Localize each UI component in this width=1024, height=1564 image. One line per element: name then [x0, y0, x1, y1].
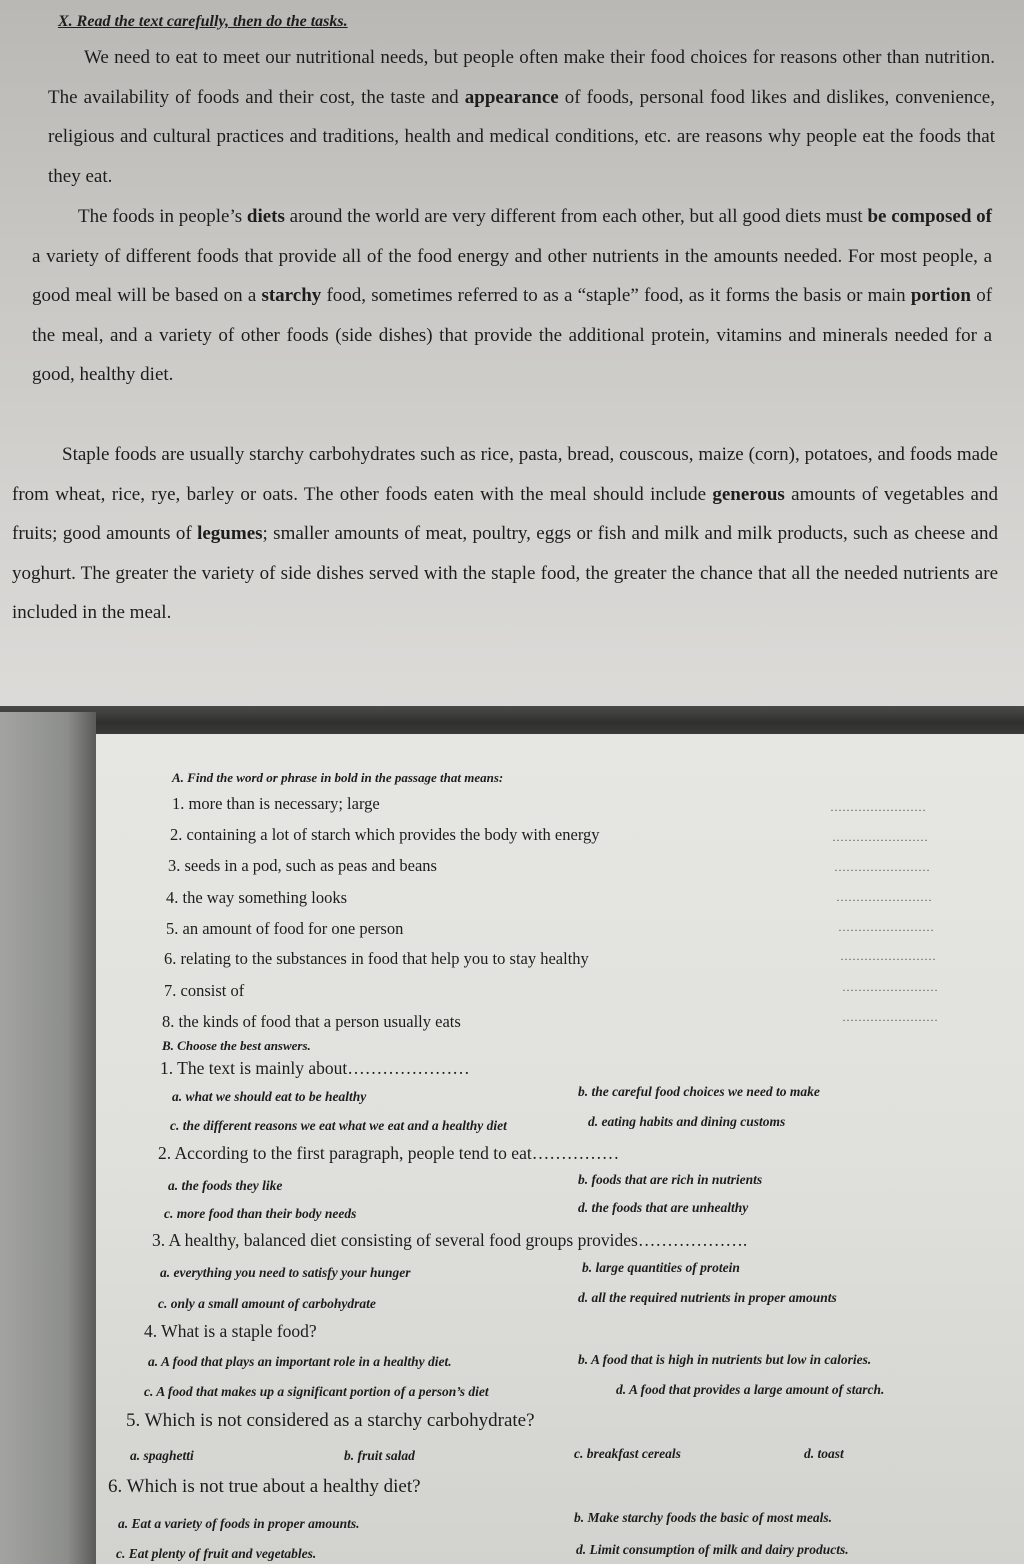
question-6: 6. Which is not true about a healthy diet?	[108, 1476, 421, 1497]
bold-word-generous: generous	[712, 483, 785, 505]
option-2b[interactable]: b. foods that are rich in nutrients	[578, 1172, 763, 1187]
answer-blank[interactable]: ……………………	[830, 800, 926, 814]
option-1c[interactable]: c. the different reasons we eat what we eat and a healthy diet	[170, 1118, 507, 1133]
option-6d[interactable]: d. Limit consumption of milk and dairy products.	[576, 1542, 849, 1557]
passage-page	[0, 0, 1024, 712]
passage-paragraph-1: We need to eat to meet our nutritional needs, but people often make their food choices for reasons other than nutrition. The availability of foods and their cost, the taste and appearance of foods, personal food likes and dislikes, convenience, religious and cultural practices and traditions, health and medical conditions, etc. are reasons why people eat the foods that they eat.	[48, 47, 995, 187]
option-6b[interactable]: b. Make starchy foods the basic of most meals.	[574, 1510, 832, 1525]
option-3d[interactable]: d. all the required nutrients in proper amounts	[578, 1290, 837, 1305]
task-a-item: 5. an amount of food for one person	[166, 919, 404, 938]
background-strip	[0, 712, 96, 1564]
task-a-item: 2. containing a lot of starch which provides the body with energy	[170, 825, 600, 844]
answer-blank[interactable]: ……………………	[840, 949, 936, 963]
question-3: 3. A healthy, balanced diet consisting of several food groups provides……………….	[152, 1230, 748, 1250]
passage-paragraph-2: The foods in people’s diets around the world are very different from each other, but all good diets must be composed of a variety of different foods that provide all of the food energy and other nutrients in the amounts needed. For most people, a good meal will be based on a starchy food, sometimes referred to as a “staple” food, as it forms the basis or main portion of the meal, and a variety of other foods (side dishes) that provide the additional protein, vitamins and minerals needed for a good, healthy diet.	[32, 206, 993, 385]
bold-word-appearance: appearance	[464, 86, 559, 108]
bold-word-be-composed-of: be composed of	[867, 206, 992, 227]
option-5c[interactable]: c. breakfast cereals	[574, 1446, 681, 1461]
bold-word-starchy: starchy	[261, 285, 322, 306]
option-4d[interactable]: d. A food that provides a large amount of starch.	[616, 1382, 885, 1397]
question-1: 1. The text is mainly about…………………	[160, 1058, 470, 1078]
option-1b[interactable]: b. the careful food choices we need to make	[578, 1084, 820, 1099]
option-4a[interactable]: a. A food that plays an important role in a healthy diet.	[148, 1354, 452, 1369]
option-1a[interactable]: a. what we should eat to be healthy	[172, 1089, 367, 1104]
task-a-item: 4. the way something looks	[166, 888, 348, 907]
answer-blank[interactable]: ……………………	[842, 1010, 938, 1024]
task-a-item: 3. seeds in a pod, such as peas and beans	[168, 856, 437, 875]
worksheet-page	[96, 734, 1024, 1564]
option-5d[interactable]: d. toast	[804, 1446, 844, 1461]
exercise-title: X. Read the text carefully, then do the tasks.	[58, 13, 348, 30]
option-3c[interactable]: c. only a small amount of carbohydrate	[158, 1296, 376, 1311]
answer-blank[interactable]: ……………………	[832, 830, 928, 844]
passage-paragraph-3: Staple foods are usually starchy carbohydrates such as rice, pasta, bread, couscous, maize (corn), potatoes, and foods made from wheat, rice, rye, barley or oats. The other foods eaten with the meal should include generous amounts of vegetables and fruits; good amounts of legumes; smaller amounts of meat, poultry, eggs or fish and milk and milk products, such as cheese and yoghurt. The greater the variety of side dishes served with the staple food, the greater the chance that all the needed nutrients are included in the meal.	[12, 444, 998, 623]
option-2c[interactable]: c. more food than their body needs	[164, 1206, 357, 1221]
task-a-item: 7. consist of	[164, 981, 245, 1000]
option-5b[interactable]: b. fruit salad	[344, 1448, 415, 1463]
option-4c[interactable]: c. A food that makes up a significant portion of a person’s diet	[144, 1384, 489, 1399]
option-3a[interactable]: a. everything you need to satisfy your hunger	[160, 1265, 411, 1280]
task-a-item: 1. more than is necessary; large	[172, 794, 380, 813]
task-a-heading: A. Find the word or phrase in bold in the passage that means:	[172, 770, 504, 785]
option-6c[interactable]: c. Eat plenty of fruit and vegetables.	[116, 1546, 317, 1561]
task-a-item: 8. the kinds of food that a person usually eats	[162, 1012, 461, 1031]
option-4b[interactable]: b. A food that is high in nutrients but low in calories.	[578, 1352, 872, 1367]
question-4: 4. What is a staple food?	[144, 1321, 317, 1341]
answer-blank[interactable]: ……………………	[842, 980, 938, 994]
question-2: 2. According to the first paragraph, people tend to eat……………	[158, 1143, 620, 1163]
bold-word-legumes: legumes	[197, 523, 263, 544]
answer-blank[interactable]: ……………………	[834, 860, 930, 874]
bold-word-portion: portion	[910, 285, 971, 306]
option-2d[interactable]: d. the foods that are unhealthy	[578, 1200, 749, 1215]
option-3b[interactable]: b. large quantities of protein	[582, 1260, 740, 1275]
option-6a[interactable]: a. Eat a variety of foods in proper amounts.	[118, 1516, 360, 1531]
page-separator	[0, 706, 1024, 734]
answer-blank[interactable]: ……………………	[836, 890, 932, 904]
option-2a[interactable]: a. the foods they like	[168, 1178, 283, 1193]
option-5a[interactable]: a. spaghetti	[130, 1448, 194, 1463]
option-1d[interactable]: d. eating habits and dining customs	[588, 1114, 786, 1129]
question-5: 5. Which is not considered as a starchy carbohydrate?	[126, 1410, 535, 1431]
task-a-item: 6. relating to the substances in food that help you to stay healthy	[164, 949, 589, 968]
answer-blank[interactable]: ……………………	[838, 920, 934, 934]
task-b-heading: B. Choose the best answers.	[162, 1038, 311, 1053]
bold-word-diets: diets	[246, 206, 285, 227]
